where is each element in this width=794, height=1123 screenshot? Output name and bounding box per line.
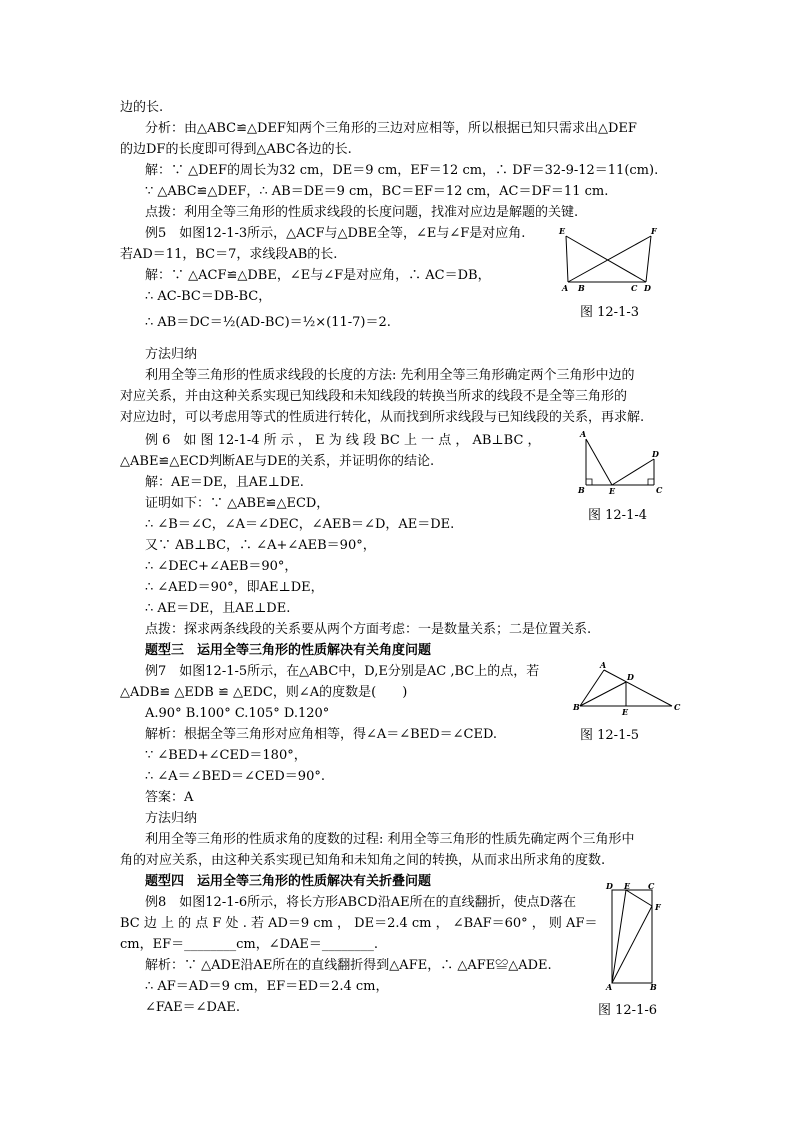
label-B: B	[573, 702, 580, 712]
text-line: 解：AE＝DE，且AE⊥DE.	[145, 475, 304, 490]
text-line: 利用全等三角形的性质求线段的长度的方法: 先利用全等三角形确定两个三角形中边的	[145, 368, 635, 383]
text-line: 解：∵ △DEF的周长为32 cm，DE＝9 cm，EF＝12 cm，∴ DF＝32-9-12＝11(cm).	[145, 163, 659, 178]
text-line: ∴ AC-BC＝DB-BC，	[145, 289, 272, 304]
label-E: E	[624, 881, 631, 891]
label-E: E	[559, 226, 566, 236]
text-line: 对应边时，可以考虑用等式的性质进行转化，从而找到所求线段与已知线段的关系，再求解.	[120, 410, 645, 425]
text-line: ∴ ∠B＝∠C，∠A＝∠DEC，∠AEB＝∠D，AE＝DE.	[145, 517, 455, 532]
label-C: C	[674, 702, 681, 712]
label-A: A	[600, 660, 607, 670]
section-heading: 题型三 运用全等三角形的性质解决有关角度问题	[145, 643, 432, 658]
text-line: ∵ ∠BED+∠CED＝180°，	[145, 748, 307, 763]
text-line: 又∵ AB⊥BC，∴ ∠A+∠AEB＝90°，	[145, 538, 376, 553]
text-line: A.90° B.100° C.105° D.120°	[145, 706, 330, 721]
label-C: C	[656, 485, 663, 495]
text-line: △ABE≌△ECD判断AE与DE的关系，并证明你的结论.	[120, 454, 435, 469]
label-D: D	[627, 672, 634, 682]
label-A: A	[562, 283, 569, 293]
text-line: 点拨：探求两条线段的关系要从两个方面考虑：一是数量关系；二是位置关系.	[145, 622, 592, 637]
figure-caption: 图 12-1-3	[580, 305, 640, 320]
text-line: 分析：由△ABC≌△DEF知两个三角形的三边对应相等，所以根据已知只需求出△DEF	[145, 121, 637, 136]
text-line: 证明如下：∵ △ABE≌△ECD，	[145, 496, 330, 511]
label-D: D	[606, 881, 613, 891]
label-F: F	[651, 226, 657, 236]
figure-caption: 图 12-1-5	[580, 728, 640, 743]
label-A: A	[606, 982, 613, 992]
text-line: 解：∵ △ACF≌△DBE，∠E与∠F是对应角，∴ AC＝DB，	[145, 268, 491, 283]
text-line: 解析：根据全等三角形对应角相等，得∠A＝∠BED＝∠CED.	[145, 727, 498, 742]
figure-12-1-6	[598, 880, 668, 992]
label-F: F	[655, 902, 661, 912]
text-line: 方法归纳	[145, 811, 198, 826]
text-line: ∴ ∠AED＝90°，即AE⊥DE，	[145, 580, 324, 595]
figure-caption: 图 12-1-4	[588, 508, 648, 523]
text-line: ∴ AB＝DC＝½(AD-BC)＝½×(11-7)＝2.	[145, 315, 391, 330]
label-A: A	[580, 429, 587, 439]
text-line: △ADB≌ △EDB ≌ △EDC，则∠A的度数是( )	[120, 685, 408, 700]
text-line: 的边DF的长度即可得到△ABC各边的长.	[120, 142, 352, 157]
text-line: 例 6 如 图 12-1-4 所 示 ， E 为 线 段 BC 上 一 点 ， AB⊥BC ，	[145, 433, 541, 448]
section-heading: 题型四 运用全等三角形的性质解决有关折叠问题	[145, 874, 432, 889]
label-B: B	[578, 485, 585, 495]
label-D: D	[652, 449, 659, 459]
label-B: B	[650, 982, 657, 992]
text-line: ∠FAE＝∠DAE.	[145, 1000, 240, 1015]
text-line: 利用全等三角形的性质求角的度数的过程: 利用全等三角形的性质先确定两个三角形中	[145, 832, 635, 847]
text-line: BC 边 上 的 点 F 处 . 若 AD＝9 cm ， DE＝2.4 cm ， ∠BAF＝60° ， 则 AF＝	[120, 916, 598, 931]
figure-12-1-5	[572, 660, 684, 716]
text-line: 对应关系，并由这种关系实现已知线段和未知线段的转换当所求的线段不是全等三角形的	[120, 389, 628, 404]
text-line: 点拨：利用全等三角形的性质求线段的长度问题，找准对应边是解题的关键.	[145, 205, 579, 220]
text-line: 边的长.	[120, 100, 164, 115]
text-line: 例8 如图12-1-6所示，将长方形ABCD沿AE所在的直线翻折，使点D落在	[145, 895, 576, 910]
text-line: 解析：∵ △ADE沿AE所在的直线翻折得到△AFE，∴ △AFE≌△ADE.	[145, 958, 552, 973]
text-line: 例7 如图12-1-5所示，在△ABC中，D,E分别是AC ,BC上的点，若	[145, 664, 540, 679]
figure-caption: 图 12-1-6	[598, 1003, 658, 1018]
text-line: 角的对应关系，由这种关系实现已知角和未知角之间的转换，从而求出所求角的度数.	[120, 853, 606, 868]
label-E: E	[622, 707, 629, 716]
label-C: C	[648, 881, 655, 891]
figure-12-1-3	[556, 224, 666, 294]
label-C: C	[631, 283, 638, 293]
label-D: D	[644, 283, 651, 293]
text-line: ∴ AE＝DE，且AE⊥DE.	[145, 601, 291, 616]
label-E: E	[609, 486, 616, 496]
text-line: ∴ AF＝AD＝9 cm，EF＝ED＝2.4 cm，	[145, 979, 389, 994]
text-line: 方法归纳	[145, 347, 198, 362]
text-line: 若AD＝11，BC＝7，求线段AB的长.	[120, 247, 338, 262]
figure-12-1-4	[574, 427, 674, 497]
text-line: 例5 如图12-1-3所示，△ACF与△DBE全等，∠E与∠F是对应角.	[145, 226, 526, 241]
text-line: ∴ ∠A＝∠BED＝∠CED＝90°.	[145, 769, 325, 784]
label-B: B	[578, 283, 585, 293]
text-line: 答案：A	[145, 790, 194, 805]
text-line: ∵ △ABC≌△DEF，∴ AB＝DE＝9 cm，BC＝EF＝12 cm，AC＝DF＝11 cm.	[145, 184, 609, 199]
text-line: ∴ ∠DEC+∠AEB＝90°，	[145, 559, 298, 574]
text-line: cm，EF＝________cm，∠DAE＝________.	[120, 937, 379, 952]
